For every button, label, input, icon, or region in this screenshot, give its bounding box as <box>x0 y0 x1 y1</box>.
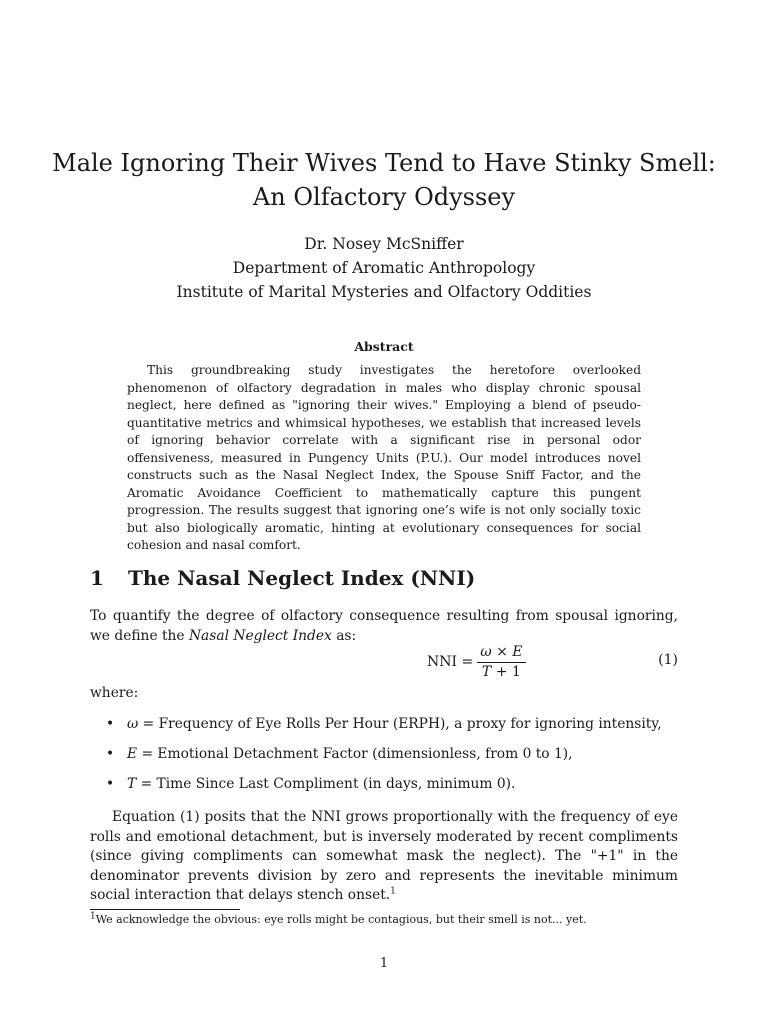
intro-term: Nasal Neglect Index <box>188 627 332 644</box>
equation-1 <box>90 642 678 682</box>
paper-title <box>40 146 728 214</box>
equation-denominator <box>479 663 524 681</box>
intro-text-before: To quantify the degree of olfactory consequence resulting from spousal ignoring, we define the <box>90 608 678 644</box>
equation-number: (1) <box>658 652 678 668</box>
list-item-text: = Emotional Detachment Factor (dimensionless, from 0 to 1), <box>137 746 573 762</box>
list-item-text: = Time Since Last Compliment (in days, minimum 0). <box>136 776 516 792</box>
section-title: The Nasal Neglect Index (NNI) <box>128 566 476 590</box>
bullet-icon: • <box>106 716 115 732</box>
title-line-1: Male Ignoring Their Wives Tend to Have Stinky Smell: <box>52 149 716 177</box>
list-item <box>106 715 678 745</box>
numerator-var-omega: ω <box>480 643 492 660</box>
equation-fraction <box>477 644 525 681</box>
equation-numerator <box>477 644 525 663</box>
explanation-paragraph <box>90 808 678 906</box>
author-institute: Institute of Marital Mysteries and Olfactory Oddities <box>176 283 592 301</box>
abstract-text: This groundbreaking study investigates the heretofore overlooked phenomenon of olfactory degradation in males who display chronic spousal neglect, here defined as "ignoring their wives." Employing a blend of pseudo-quantitative metrics and whimsical hypotheses, we establish that increased levels of ignoring behavior correlate with a significant rise in personal odor offensiveness, measured in Pungency Units (P.U.). Our model introduces novel constructs such as the Nasal Neglect Index, the Spouse Sniff Factor, and the Aromatic Avoidance Coefficient to mathematically capture this pungent progression. The results suggest that ignoring one’s wife is not only socially toxic but also biologically aromatic, hinting at evolutionary consequences for social cohesion and nasal comfort. <box>127 363 641 552</box>
numerator-var-e: E <box>512 643 523 660</box>
denominator-rest: + 1 <box>491 663 521 680</box>
section-number: 1 <box>90 566 104 590</box>
list-item-symbol: ω <box>127 716 139 732</box>
footnote-text: We acknowledge the obvious: eye rolls might be contagious, but their smell is not... yet. <box>95 913 587 926</box>
list-item <box>106 745 678 775</box>
section-intro-paragraph <box>90 607 678 646</box>
where-label: where: <box>90 685 139 701</box>
bullet-icon: • <box>106 776 115 792</box>
explanation-text: Equation (1) posits that the NNI grows proportionally with the frequency of eye rolls and emotional detachment, but is inversely moderated by recent compliments (since giving compliments can somewhat mask the neglect). The "+1" in the denominator prevents division by zero and represents the inevitable minimum social interaction that delays stench onset. <box>90 809 678 903</box>
list-item-text: = Frequency of Eye Rolls Per Hour (ERPH), a proxy for ignoring intensity, <box>138 716 662 732</box>
intro-text-after: as: <box>331 627 357 644</box>
abstract-heading: Abstract <box>354 339 414 354</box>
author-name: Dr. Nosey McSniffer <box>304 235 464 253</box>
denominator-var-t: T <box>481 663 492 680</box>
list-item-symbol: E <box>127 746 138 762</box>
numerator-operator: × <box>491 643 513 660</box>
footnote-divider <box>90 909 240 910</box>
variable-list <box>106 715 678 805</box>
author-block <box>40 232 728 304</box>
list-item-symbol: T <box>127 776 137 792</box>
page-number: 1 <box>379 956 389 971</box>
bullet-icon: • <box>106 746 115 762</box>
list-item <box>106 775 678 805</box>
equation-body <box>427 642 526 682</box>
footnote-marker: 1 <box>90 911 96 922</box>
section-heading <box>90 566 475 590</box>
equation-lhs: NNI = <box>427 654 474 670</box>
title-line-2: An Olfactory Odyssey <box>252 183 516 211</box>
author-department: Department of Aromatic Anthropology <box>232 259 536 277</box>
footnote <box>90 912 678 927</box>
footnote-reference[interactable]: 1 <box>390 886 396 897</box>
